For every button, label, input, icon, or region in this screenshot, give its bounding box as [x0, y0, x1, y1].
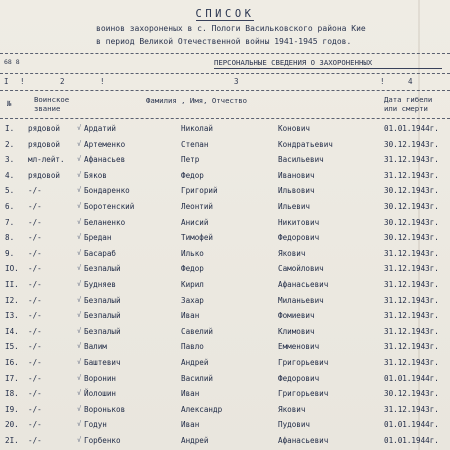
row-last-name: Бяков: [84, 170, 107, 180]
row-last-name: Безпалый: [84, 326, 121, 336]
row-date: 31.12.1943г.: [384, 264, 439, 274]
row-patronymic: Якович: [278, 404, 306, 414]
row-first-name: Николай: [181, 124, 214, 133]
table-row: [0, 374, 450, 388]
check-mark-icon: √: [77, 404, 82, 413]
row-last-name: Басараб: [84, 248, 117, 258]
col-header-name: Фамилия , Имя, Отчество: [146, 96, 248, 105]
row-patronymic: Фомиевич: [278, 311, 315, 321]
row-number: 9.: [5, 248, 15, 258]
row-patronymic: Емменович: [278, 342, 320, 352]
row-number: I4.: [5, 326, 19, 336]
row-first-name: Степан: [181, 139, 209, 149]
row-first-name: Кирил: [181, 280, 204, 289]
table-row: [0, 420, 450, 434]
row-first-name: Василий: [181, 373, 214, 383]
check-mark-icon: √: [77, 170, 82, 179]
row-rank: -/-: [28, 311, 42, 321]
col-header-rank: Воинское звание: [34, 95, 70, 113]
table-row: [0, 171, 450, 185]
check-mark-icon: √: [77, 248, 82, 257]
row-rank: -/-: [28, 186, 42, 196]
row-first-name: Савелий: [181, 326, 214, 336]
row-patronymic: Иванович: [278, 170, 315, 180]
row-patronymic: Пудович: [278, 420, 311, 430]
row-number: I2.: [5, 295, 19, 305]
row-date: 30.12.1943г.: [384, 139, 439, 149]
row-last-name: Бондаренко: [84, 186, 130, 196]
check-mark-icon: √: [77, 358, 82, 366]
table-row: [0, 140, 450, 154]
row-rank: рядовой: [28, 139, 61, 149]
row-number: I7.: [5, 373, 19, 383]
row-number: I6.: [5, 358, 19, 367]
row-rank: -/-: [28, 280, 42, 289]
col-sep-left: I: [4, 77, 9, 86]
row-number: I5.: [5, 342, 19, 352]
table-row: [0, 327, 450, 341]
row-date: 30.12.1943г.: [384, 233, 439, 243]
row-first-name: Федор: [181, 170, 204, 180]
row-date: 31.12.1943г.: [384, 248, 439, 258]
check-mark-icon: √: [77, 280, 82, 288]
row-number: 2I.: [5, 436, 19, 445]
row-patronymic: Григорьевич: [278, 389, 329, 399]
row-rank: -/-: [28, 404, 42, 414]
row-date: 30.12.1943г.: [384, 217, 439, 227]
row-first-name: Тимофей: [181, 233, 214, 243]
table-row: [0, 358, 450, 372]
check-mark-icon: √: [77, 295, 82, 304]
row-date: 31.12.1943г.: [384, 342, 439, 352]
row-last-name: Ардатий: [84, 124, 117, 133]
row-date: 01.01.1944г.: [384, 420, 439, 430]
row-rank: -/-: [28, 248, 42, 258]
check-mark-icon: √: [77, 326, 82, 335]
row-number: 6.: [5, 202, 15, 211]
divider-numbers: [0, 90, 450, 91]
check-mark-icon: √: [77, 420, 82, 429]
row-number: I8.: [5, 389, 19, 399]
row-date: 01.01.1944г.: [384, 373, 439, 383]
row-patronymic: Самойлович: [278, 264, 324, 274]
table-row: [0, 233, 450, 247]
col-sep: !: [380, 77, 385, 86]
check-mark-icon: √: [77, 342, 82, 351]
row-last-name: Артеменко: [84, 139, 126, 149]
row-date: 31.12.1943г.: [384, 326, 439, 336]
row-first-name: Григорий: [181, 186, 218, 196]
row-first-name: Захар: [181, 295, 204, 305]
row-number: 4.: [5, 170, 15, 180]
table-row: [0, 280, 450, 294]
row-date: 30.12.1943г.: [384, 202, 439, 211]
table-row: [0, 389, 450, 403]
row-last-name: Беланенко: [84, 217, 126, 227]
subtitle-line-2: в период Великой Отечественной войны 1941-1945 годов.: [96, 37, 352, 46]
divider-top: [0, 53, 450, 54]
table-row: [0, 186, 450, 200]
row-first-name: Андрей: [181, 358, 209, 367]
table-row: [0, 436, 450, 450]
table-row: [0, 405, 450, 419]
row-rank: -/-: [28, 389, 42, 399]
row-last-name: Горбенко: [84, 436, 121, 445]
col-header-date: Дата гибели или смерти: [384, 95, 433, 113]
check-mark-icon: √: [77, 139, 82, 148]
check-mark-icon: √: [77, 233, 82, 242]
row-number: 2.: [5, 139, 15, 149]
row-date: 30.12.1943г.: [384, 186, 439, 196]
table-row: [0, 296, 450, 310]
row-patronymic: Якович: [278, 248, 306, 258]
row-first-name: Анисий: [181, 217, 209, 227]
row-patronymic: Афанасьевич: [278, 280, 329, 289]
row-date: 01.01.1944г.: [384, 436, 439, 445]
row-rank: -/-: [28, 295, 42, 305]
row-patronymic: Ильвович: [278, 186, 315, 196]
row-last-name: Афанасьев: [84, 155, 126, 165]
row-last-name: Йолошин: [84, 389, 117, 399]
row-rank: -/-: [28, 326, 42, 336]
table-row: [0, 264, 450, 278]
row-last-name: Годун: [84, 420, 107, 430]
row-first-name: Иван: [181, 311, 200, 321]
row-date: 31.12.1943г.: [384, 404, 439, 414]
document-title: СПИСОК: [195, 8, 255, 20]
col-number-3: 3: [234, 77, 239, 86]
table-row: [0, 155, 450, 169]
row-patronymic: Никитович: [278, 217, 320, 227]
row-date: 30.12.1943г.: [384, 389, 439, 399]
row-patronymic: Миланьевич: [278, 295, 324, 305]
row-date: 31.12.1943г.: [384, 295, 439, 305]
row-last-name: Валим: [84, 342, 107, 352]
check-mark-icon: √: [77, 202, 82, 210]
section-label: ПЕРСОНАЛЬНЫЕ СВЕДЕНИЯ О ЗАХОРОНЕННЫХ: [214, 58, 373, 67]
row-rank: рядовой: [28, 170, 61, 180]
page-code: 68 8: [4, 58, 20, 66]
row-last-name: Боротенский: [84, 202, 135, 211]
row-number: 5.: [5, 186, 15, 196]
table-row: [0, 202, 450, 216]
row-rank: -/-: [28, 233, 42, 243]
col-sep: !: [100, 77, 105, 86]
row-date: 31.12.1943г.: [384, 311, 439, 321]
row-number: 20.: [5, 420, 19, 430]
row-number: I.: [5, 124, 15, 133]
row-rank: рядовой: [28, 124, 61, 133]
row-first-name: Петр: [181, 155, 200, 165]
subtitle-line-1: воинов захороненых в с. Пологи Васильковского района Кие: [96, 24, 366, 33]
row-patronymic: Конович: [278, 124, 311, 133]
row-first-name: Александр: [181, 404, 223, 414]
row-rank: -/-: [28, 264, 42, 274]
check-mark-icon: √: [77, 186, 82, 195]
row-patronymic: Климович: [278, 326, 315, 336]
row-number: 7.: [5, 217, 15, 227]
row-number: II.: [5, 280, 19, 289]
table-row: [0, 342, 450, 356]
row-patronymic: Афанасьевич: [278, 436, 329, 445]
row-first-name: Павло: [181, 342, 204, 352]
row-rank: -/-: [28, 358, 42, 367]
divider-header: [0, 73, 450, 74]
section-label-underline: [214, 68, 442, 69]
row-patronymic: Григорьевич: [278, 358, 329, 367]
row-last-name: Бредан: [84, 233, 112, 243]
row-rank: мл-лейт.: [28, 155, 65, 165]
row-number: I3.: [5, 311, 19, 321]
check-mark-icon: √: [77, 389, 82, 398]
col-number-2: 2: [60, 77, 65, 86]
title-underline: [196, 20, 254, 21]
check-mark-icon: √: [77, 373, 82, 382]
row-patronymic: Кондратьевич: [278, 139, 333, 149]
col-number-4: 4: [408, 77, 413, 86]
row-first-name: Федор: [181, 264, 204, 274]
check-mark-icon: √: [77, 264, 82, 273]
row-first-name: Иван: [181, 389, 200, 399]
row-rank: -/-: [28, 342, 42, 352]
row-last-name: Будняев: [84, 280, 117, 289]
row-rank: -/-: [28, 202, 42, 211]
col-sep: !: [20, 77, 25, 86]
row-rank: -/-: [28, 373, 42, 383]
table-row: [0, 124, 450, 138]
row-first-name: Андрей: [181, 436, 209, 445]
check-mark-icon: √: [77, 436, 82, 444]
table-row: [0, 249, 450, 263]
check-mark-icon: √: [77, 124, 82, 132]
row-last-name: Безпалый: [84, 311, 121, 321]
check-mark-icon: √: [77, 155, 82, 164]
row-patronymic: Васильевич: [278, 155, 324, 165]
row-rank: -/-: [28, 420, 42, 430]
row-date: 31.12.1943г.: [384, 358, 439, 367]
table-row: [0, 218, 450, 232]
table-row: [0, 311, 450, 325]
row-rank: -/-: [28, 436, 42, 445]
col-header-num: №: [7, 99, 12, 108]
row-first-name: Илько: [181, 248, 204, 258]
row-last-name: Вороньков: [84, 404, 126, 414]
row-last-name: Безпалый: [84, 264, 121, 274]
row-number: I9.: [5, 404, 19, 414]
row-date: 31.12.1943г.: [384, 155, 439, 165]
row-rank: -/-: [28, 217, 42, 227]
row-date: 31.12.1943г.: [384, 280, 439, 289]
row-date: 31.12.1943г.: [384, 170, 439, 180]
row-last-name: Баштевич: [84, 358, 121, 367]
row-number: 3.: [5, 155, 15, 165]
row-patronymic: Ильевич: [278, 202, 311, 211]
check-mark-icon: √: [77, 217, 82, 226]
row-number: 8.: [5, 233, 15, 243]
row-patronymic: Федорович: [278, 233, 320, 243]
divider-columns: [0, 118, 450, 119]
row-last-name: Безпалый: [84, 295, 121, 305]
row-number: IO.: [5, 264, 19, 274]
row-patronymic: Федорович: [278, 373, 320, 383]
row-date: 01.01.1944г.: [384, 124, 439, 133]
row-last-name: Воронин: [84, 373, 117, 383]
check-mark-icon: √: [77, 311, 82, 320]
row-first-name: Леонтий: [181, 202, 214, 211]
row-first-name: Иван: [181, 420, 200, 430]
